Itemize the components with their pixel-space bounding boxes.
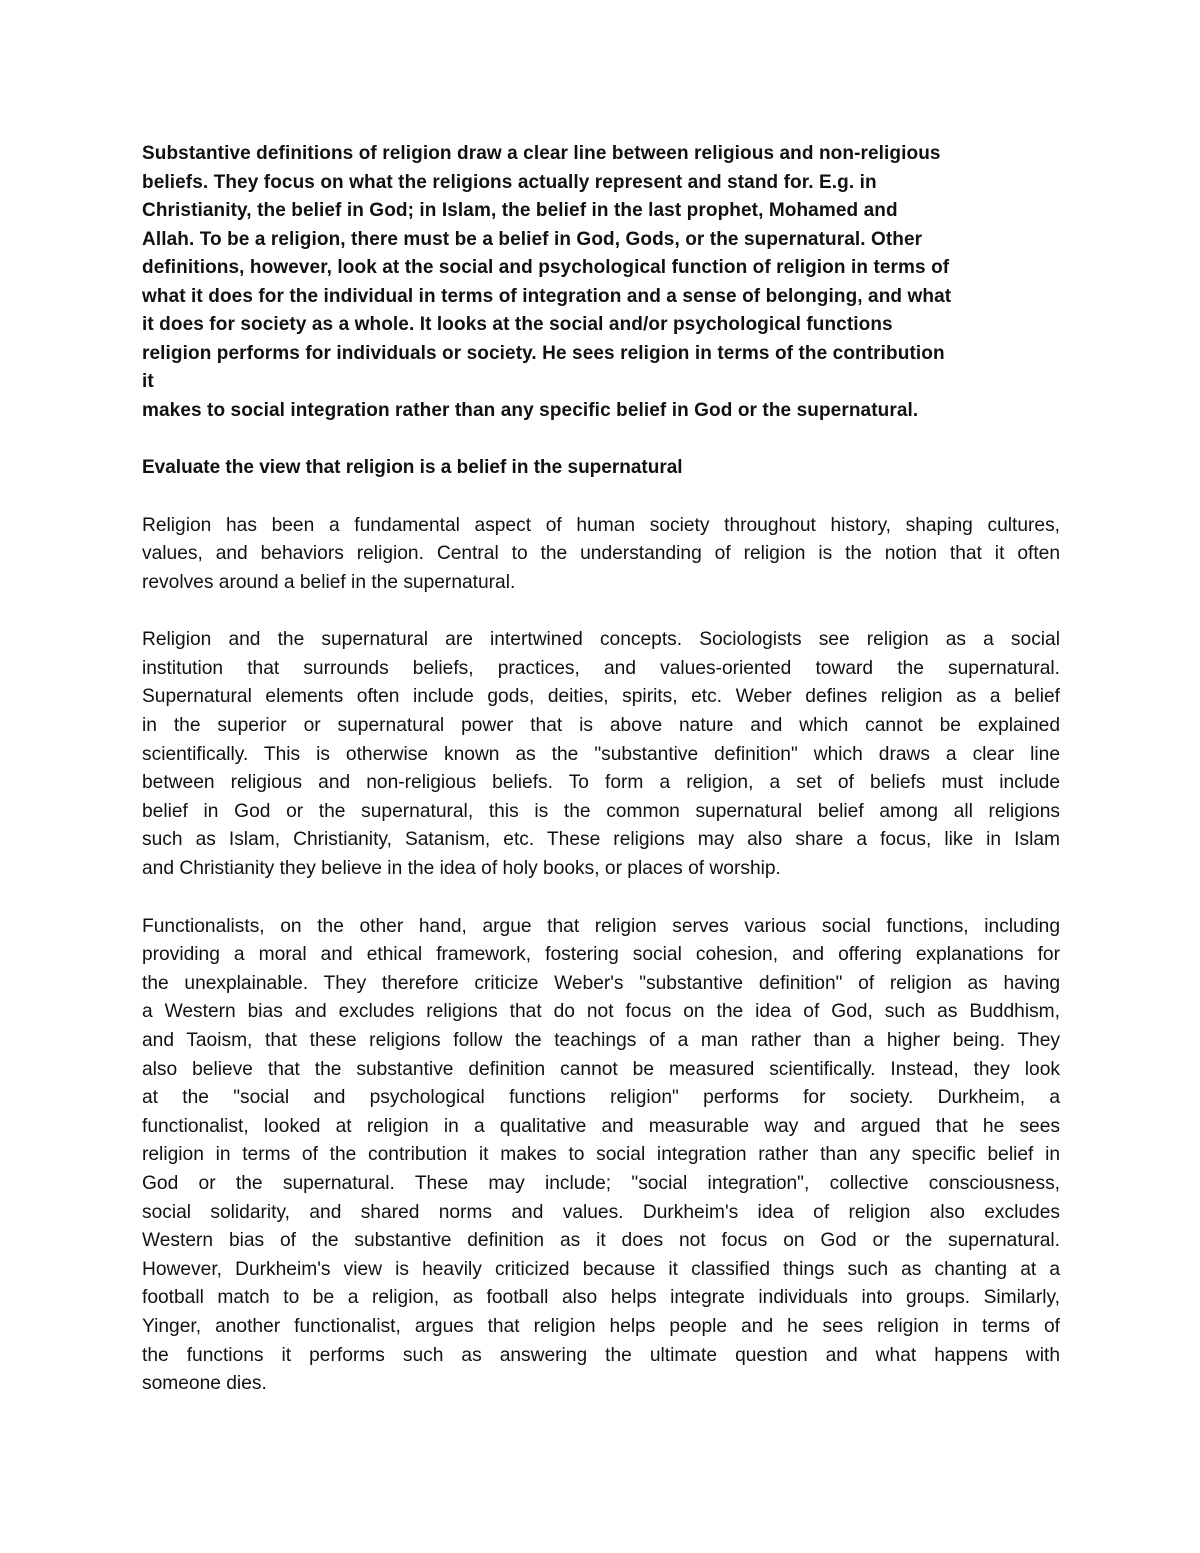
intro-line: it does for society as a whole. It looks at the social and/or psychological functions bbox=[142, 314, 893, 335]
paragraph-line: and Taoism, that these religions follow the teachings of a man rather than a higher being. They bbox=[142, 1030, 1060, 1051]
paragraph-line: scientifically. This is otherwise known as the "substantive definition" which draws a clear line bbox=[142, 743, 1060, 765]
paragraph-line: Functionalists, on the other hand, argue that religion serves various social functions, including bbox=[142, 915, 1060, 937]
intro-line: Substantive definitions of religion draw a clear line between religious and non-religious bbox=[142, 143, 941, 164]
paragraph-line: at the "social and psychological functions religion" performs for society. Durkheim, a bbox=[142, 1087, 1060, 1109]
paragraph-line: such as Islam, Christianity, Satanism, etc. These religions may also share a focus, like in Islam bbox=[142, 829, 1060, 851]
paragraph-3 bbox=[142, 913, 1060, 1399]
paragraph-line: the functions it performs such as answering the ultimate question and what happens with bbox=[142, 1344, 1060, 1366]
paragraph-line: social solidarity, and shared norms and values. Durkheim's idea of religion also excludes bbox=[142, 1201, 1060, 1223]
paragraph-line: God or the supernatural. These may include; "social integration", collective consciousness, bbox=[142, 1172, 1060, 1194]
intro-line: religion performs for individuals or society. He sees religion in terms of the contribution bbox=[142, 342, 945, 364]
paragraph-line: revolves around a belief in the supernatural. bbox=[142, 571, 516, 593]
paragraph-line: religion in terms of the contribution it makes to social integration rather than any specific belief in bbox=[142, 1144, 1060, 1166]
paragraph-line: institution that surrounds beliefs, practices, and values-oriented toward the supernatural. bbox=[142, 657, 1060, 679]
intro-line: it bbox=[142, 371, 154, 392]
paragraph-line: belief in God or the supernatural, this is the common supernatural belief among all religions bbox=[142, 800, 1060, 822]
intro-line: Allah. To be a religion, there must be a belief in God, Gods, or the supernatural. Other bbox=[142, 228, 923, 250]
paragraph-line: football match to be a religion, as football also helps integrate individuals into groups. Similarly, bbox=[142, 1287, 1060, 1309]
paragraph-2 bbox=[142, 626, 1060, 883]
paragraph-line: Western bias of the substantive definition as it does not focus on God or the supernatural. bbox=[142, 1230, 1060, 1252]
paragraph-line: providing a moral and ethical framework, fostering social cohesion, and offering explanations for bbox=[142, 944, 1060, 966]
intro-line: definitions, however, look at the social and psychological function of religion in terms of bbox=[142, 257, 950, 278]
paragraph-line: Religion has been a fundamental aspect of human society throughout history, shaping cultures, bbox=[142, 514, 1060, 536]
intro-line: beliefs. They focus on what the religions actually represent and stand for. E.g. in bbox=[142, 171, 877, 193]
paragraph-line: Religion and the supernatural are intertwined concepts. Sociologists see religion as a social bbox=[142, 629, 1060, 651]
paragraph-line: functionalist, looked at religion in a qualitative and measurable way and argued that he sees bbox=[142, 1115, 1060, 1137]
intro-line: what it does for the individual in terms of integration and a sense of belonging, and what bbox=[142, 285, 952, 307]
intro-line: makes to social integration rather than any specific belief in God or the supernatural. bbox=[142, 399, 919, 421]
paragraph-line: between religious and non-religious beliefs. To form a religion, a set of beliefs must include bbox=[142, 772, 1060, 794]
intro-paragraph bbox=[142, 140, 1060, 425]
paragraph-line: and Christianity they believe in the idea of holy books, or places of worship. bbox=[142, 858, 781, 880]
paragraph-line: Supernatural elements often include gods, deities, spirits, etc. Weber defines religion as a belief bbox=[142, 686, 1060, 708]
paragraph-line: However, Durkheim's view is heavily criticized because it classified things such as chanting at a bbox=[142, 1258, 1060, 1280]
paragraph-1 bbox=[142, 512, 1060, 598]
paragraph-line: the unexplainable. They therefore criticize Weber's "substantive definition" of religion as having bbox=[142, 972, 1060, 994]
intro-line: Christianity, the belief in God; in Islam, the belief in the last prophet, Mohamed and bbox=[142, 200, 898, 221]
paragraph-line: someone dies. bbox=[142, 1373, 267, 1395]
paragraph-line: also believe that the substantive definition cannot be measured scientifically. Instead, they look bbox=[142, 1058, 1060, 1080]
paragraph-line: a Western bias and excludes religions that do not focus on the idea of God, such as Buddhism, bbox=[142, 1001, 1060, 1023]
paragraph-line: in the superior or supernatural power that is above nature and which cannot be explained bbox=[142, 715, 1060, 737]
document-body bbox=[142, 140, 1060, 1399]
paragraph-line: values, and behaviors religion. Central to the understanding of religion is the notion that it often bbox=[142, 543, 1060, 565]
essay-heading: Evaluate the view that religion is a belief in the supernatural bbox=[142, 457, 683, 478]
paragraph-line: Yinger, another functionalist, argues that religion helps people and he sees religion in terms of bbox=[142, 1315, 1060, 1337]
